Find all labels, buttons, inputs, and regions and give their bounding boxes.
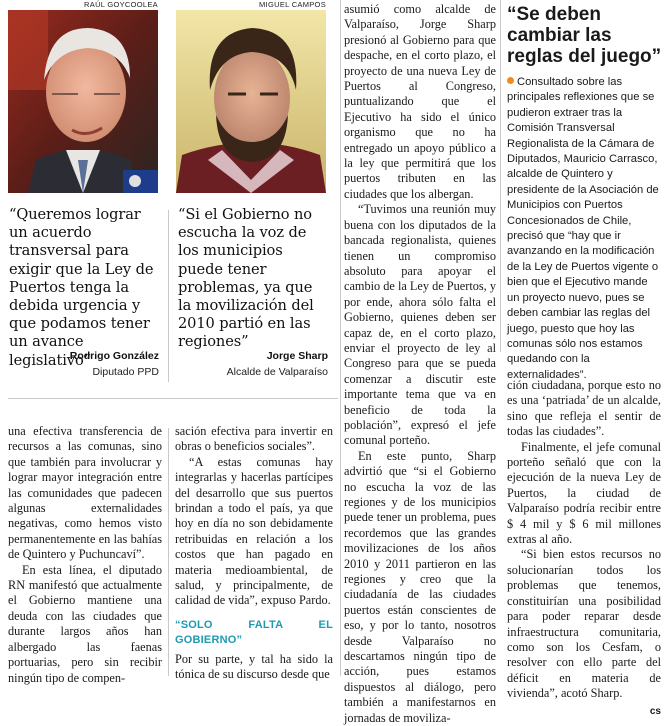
photo-rodrigo-gonzalez [8, 10, 158, 193]
photo-credit-left: RAÚL GOYCOOLEA [84, 0, 158, 9]
paragraph: “Tuvimos una reunión muy buena con los diputados de la bancada regionalista, quienes tienen un compromiso absoluto para apoyar el cambio de la Ley de Puertos, y por ende, ahora sólo falta el Gobierno, quienes deben ser capaz de, en el corto plazo, enviar el proyecto de ley al Congreso para que se pueda comenzar a discutir este importante tema que va en beneficio de toda la población”, expresó el jefe comunal porteño. [344, 202, 496, 448]
article-column-2 [175, 424, 333, 683]
paragraph: asumió como alcalde de Valparaíso, Jorge Sharp presionó al Gobierno para que despache, en el corto plazo, el proyecto de una nueva Ley de Puertos al Congreso, puntualizando que el Ejecutivo ha sido el único organismo que no ha entregado un apoyo público a la ley que permitirá que los puertos tributen en las ciudades que los albergan. [344, 2, 496, 201]
article-column-4 [507, 378, 661, 719]
paragraph: “Si bien estos recursos no solucionarían todos los problemas que tenemos, constituirían una posibilidad para poder reparar desde infraestructura comunitaria, como son los Cesfam, o resolver con ello parte del déficit en materia de vivienda”, acotó Sharp. [507, 547, 661, 701]
photo-jorge-sharp [176, 10, 326, 193]
sidebar-body: Consultado sobre las principales reflexiones que se pudieron extraer tras la Comisión Transversal Regionalista de la Cámara de Diputados, Mauricio Carrasco, alcalde de Quintero y presidente de la Asociación de Municipios con Puertos Concesionados de Chile, precisó que “hay que ir avanzando en la modificación de la Ley de Puertos vigente o bien que el Ejecutivo mande un proyecto nuevo, pues se deben cambiar las reglas del juego, puesto que hoy las comunas sólo nos estamos quedando con la externalidades”. [507, 76, 659, 381]
quote-gonzalez-role: Diputado PPD [92, 366, 159, 378]
article-column-1 [8, 424, 162, 686]
article-column-3 [344, 2, 496, 726]
paragraph: En esta línea, el diputado RN manifestó que actualmente el Gobierno mantiene una deuda con las ciudades que durante largos años han albergado las faenas portuarias, pero sin recibir ningún tipo de compen- [8, 562, 162, 685]
paragraph: “A estas comunas hay integrarlas y hacerlas partícipes del desarrollo que sus puertos brindan a todo el país, ya que hoy en día no son debidamente retribuidas en relación a los costos que han pagado en materia medioambiental, de salud, y principalmente, de calidad de vida”, expuso Pardo. [175, 454, 333, 608]
photo-credit-right: MIGUEL CAMPOS [259, 0, 326, 9]
end-mark: cs [649, 705, 661, 717]
sidebar-title: “Se deben cambiar las reglas del juego” [507, 4, 662, 67]
quote-sharp-role: Alcalde de Valparaíso [226, 366, 328, 378]
paragraph: una efectiva transferencia de recursos a las comunas, sino que también para involucrar y lograr mayor integración entre las comunidades que padecen algunas externalidades negativas, como hemos visto permanentemente en las bahías de Quintero y Puchuncaví”. [8, 424, 162, 562]
paragraph: Por su parte, y tal ha sido la tónica de su discurso desde que [175, 651, 333, 682]
section-subheading: “SOLO FALTA EL GOBIERNO” [175, 618, 333, 647]
bullet-dot-icon [507, 77, 514, 84]
quote-sharp-name: Jorge Sharp [266, 350, 328, 362]
paragraph: sación efectiva para invertir en obras o beneficios sociales”. [175, 424, 333, 454]
sidebar-box [507, 4, 662, 383]
quote-gonzalez-name: Rodrigo González [69, 350, 159, 362]
paragraph: Finalmente, el jefe comunal porteño señaló que con la ejecución de la nueva Ley de Puertos, la ciudad de Valparaíso podría recibir entre $ 4 mil y $ 6 mil millones extras al año. [507, 439, 661, 547]
quote-sharp: “Si el Gobierno no escucha la voz de los municipios puede tener problemas, ya que la movilización del 2010 partió en las regiones” [178, 206, 314, 351]
quote-gonzalez: “Queremos lograr un acuerdo transversal para exigir que la Ley de Puertos tenga la debida urgencia y que podamos tener un avance legislativo” [9, 206, 154, 369]
paragraph: ción ciudadana, porque esto no es una ‘patriada’ de un alcalde, sino que refleja el sentir de todas las ciudades”. [507, 378, 661, 439]
paragraph: En este punto, Sharp advirtió que “si el Gobierno no escucha la voz de las regiones y de los municipios puede tener un problema, pues recordemos que las grandes movilizaciones de los años 2010 y 2011 partieron en las regiones y creo que la ciudadanía de las ciudades puertos están conscientes de eso, y por lo tanto, nosotros desde Valparaíso no descartamos ningún tipo de acción, pues estamos dispuestos al diálogo, pero también a manifestarnos en jornadas de moviliza- [344, 448, 496, 725]
